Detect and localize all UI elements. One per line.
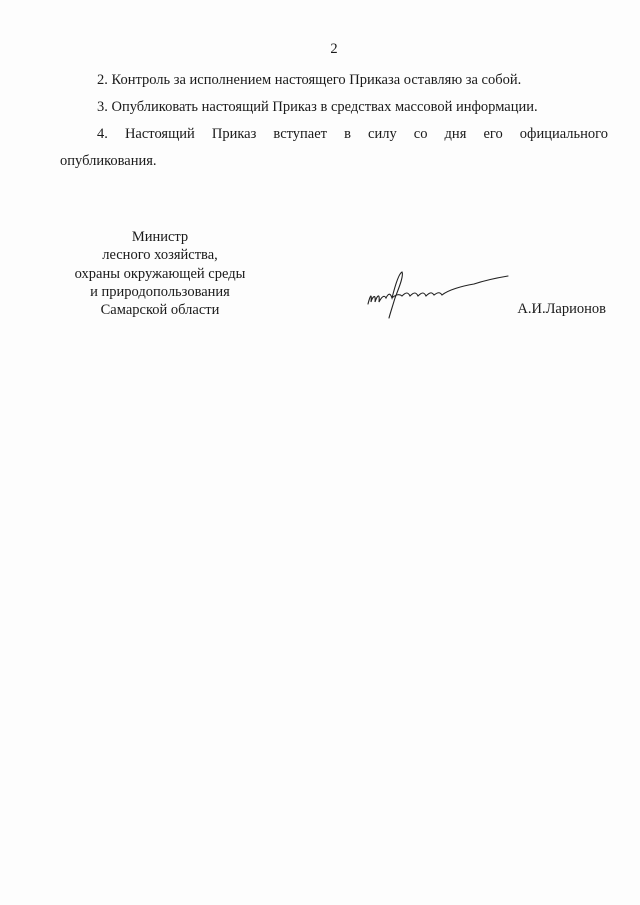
title-line: лесного хозяйства, bbox=[102, 247, 218, 264]
title-line: Самарской области bbox=[100, 302, 220, 319]
title-line: охраны окружающей среды bbox=[74, 265, 246, 282]
paragraph-4: 4. Настоящий Приказ вступает в силу со дня его официального bbox=[97, 126, 608, 142]
page-number: 2 bbox=[330, 41, 338, 57]
handwritten-signature bbox=[362, 268, 512, 320]
title-line: Министр bbox=[131, 229, 189, 245]
paragraph-2: 2. Контроль за исполнением настоящего Приказа оставляю за собой. bbox=[97, 72, 522, 88]
paragraph-3: 3. Опубликовать настоящий Приказ в средствах массовой информации. bbox=[97, 99, 538, 115]
signer-name: А.И.Ларионов bbox=[517, 301, 606, 317]
paragraph-4-continuation: опубликования. bbox=[60, 153, 157, 169]
signatory-title bbox=[60, 228, 260, 319]
title-line: и природопользования bbox=[90, 283, 230, 300]
